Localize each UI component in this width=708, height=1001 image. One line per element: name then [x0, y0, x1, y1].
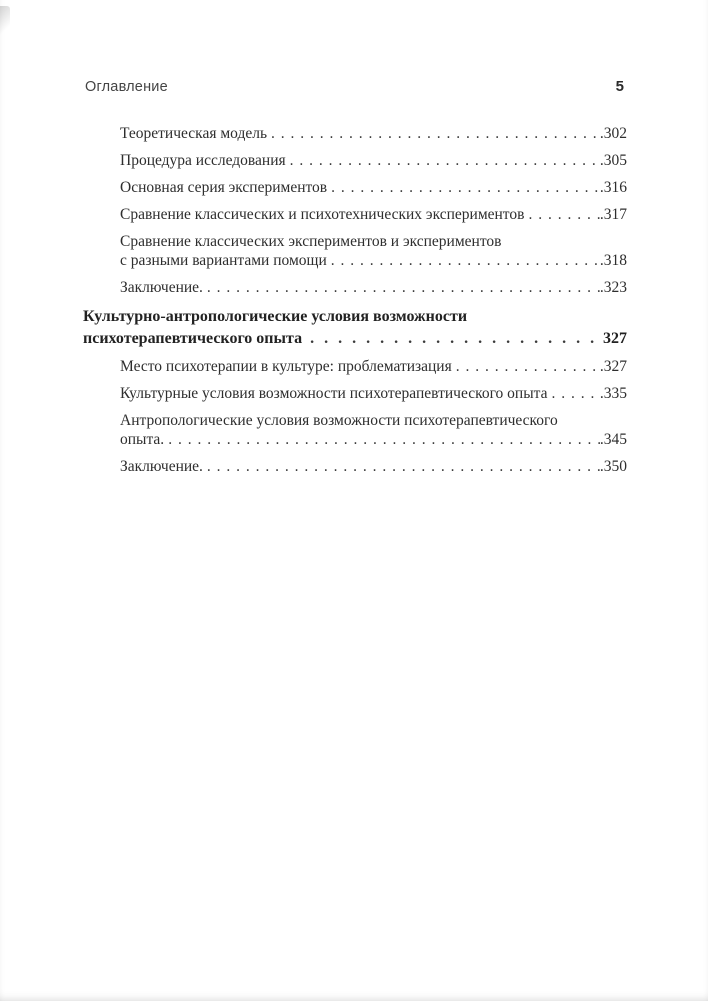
toc-section-page: 327: [603, 330, 627, 347]
toc-entry: [83, 278, 627, 297]
dot-leader: [331, 251, 600, 270]
toc-entry: [83, 357, 627, 376]
toc-entry-title: Место психотерапии в культуре: проблематизация: [120, 358, 452, 375]
toc-entry-page: . 317: [600, 205, 627, 224]
toc-entry-page: . 327: [600, 357, 627, 376]
toc-entry-title-line2: опыта.: [120, 431, 165, 448]
dot-leader: [168, 430, 600, 449]
toc-section-heading: [83, 306, 627, 350]
toc-entry-page: . 335: [600, 384, 627, 403]
toc-entry: [83, 232, 627, 270]
dot-leader: [528, 205, 599, 224]
dot-leader: [456, 357, 600, 376]
dot-leader: [271, 124, 600, 143]
toc-entry-title: Сравнение классических и психотехнических экспериментов: [120, 206, 525, 223]
dot-leader: [551, 384, 599, 403]
toc-entry-title-line1: Сравнение классических экспериментов и экспериментов: [120, 233, 502, 250]
toc-entry-page: . 345: [600, 430, 627, 449]
toc-entry-title-line2: с разными вариантами помощи: [120, 252, 327, 269]
toc-entry: [83, 178, 627, 197]
toc-entry-page: . 318: [600, 251, 627, 270]
dot-leader: [290, 151, 600, 170]
toc-entry-title: Заключение.: [120, 279, 203, 296]
toc-entry-page: . 302: [600, 124, 627, 143]
toc-section-title-line2: психотерапевтического опыта: [83, 330, 303, 347]
toc-entry-title: Основная серия экспериментов: [120, 179, 328, 196]
dot-leader: [331, 178, 600, 197]
toc-entry-page: . 316: [600, 178, 627, 197]
table-of-contents: [0, 124, 708, 476]
toc-entry: [83, 457, 627, 476]
toc-entry-title: Культурные условия возможности психотерапевтического опыта: [120, 385, 548, 402]
toc-entry: [83, 151, 627, 170]
running-head: [0, 0, 708, 95]
toc-entry: [83, 124, 627, 143]
toc-entry-title: Заключение.: [120, 458, 203, 475]
toc-entry-title: Процедура исследования: [120, 152, 286, 169]
dot-leader: [207, 457, 600, 476]
toc-entry: [83, 205, 627, 224]
toc-entry: [83, 384, 627, 403]
dot-leader: [310, 328, 597, 350]
scan-corner-artifact: [0, 6, 10, 40]
running-head-page-number: 5: [615, 78, 624, 95]
running-head-title: Оглавление: [85, 79, 168, 95]
toc-entry-page: . 305: [600, 151, 627, 170]
toc-entry-title-line1: Антропологические условия возможности психотерапевтического: [120, 412, 558, 429]
toc-entry: [83, 411, 627, 449]
toc-entry-page: . 350: [600, 457, 627, 476]
toc-section-title-line1: Культурно-антропологические условия возможности: [83, 308, 468, 325]
toc-entry-page: . 323: [600, 278, 627, 297]
toc-entry-title: Теоретическая модель: [120, 125, 268, 142]
dot-leader: [207, 278, 600, 297]
